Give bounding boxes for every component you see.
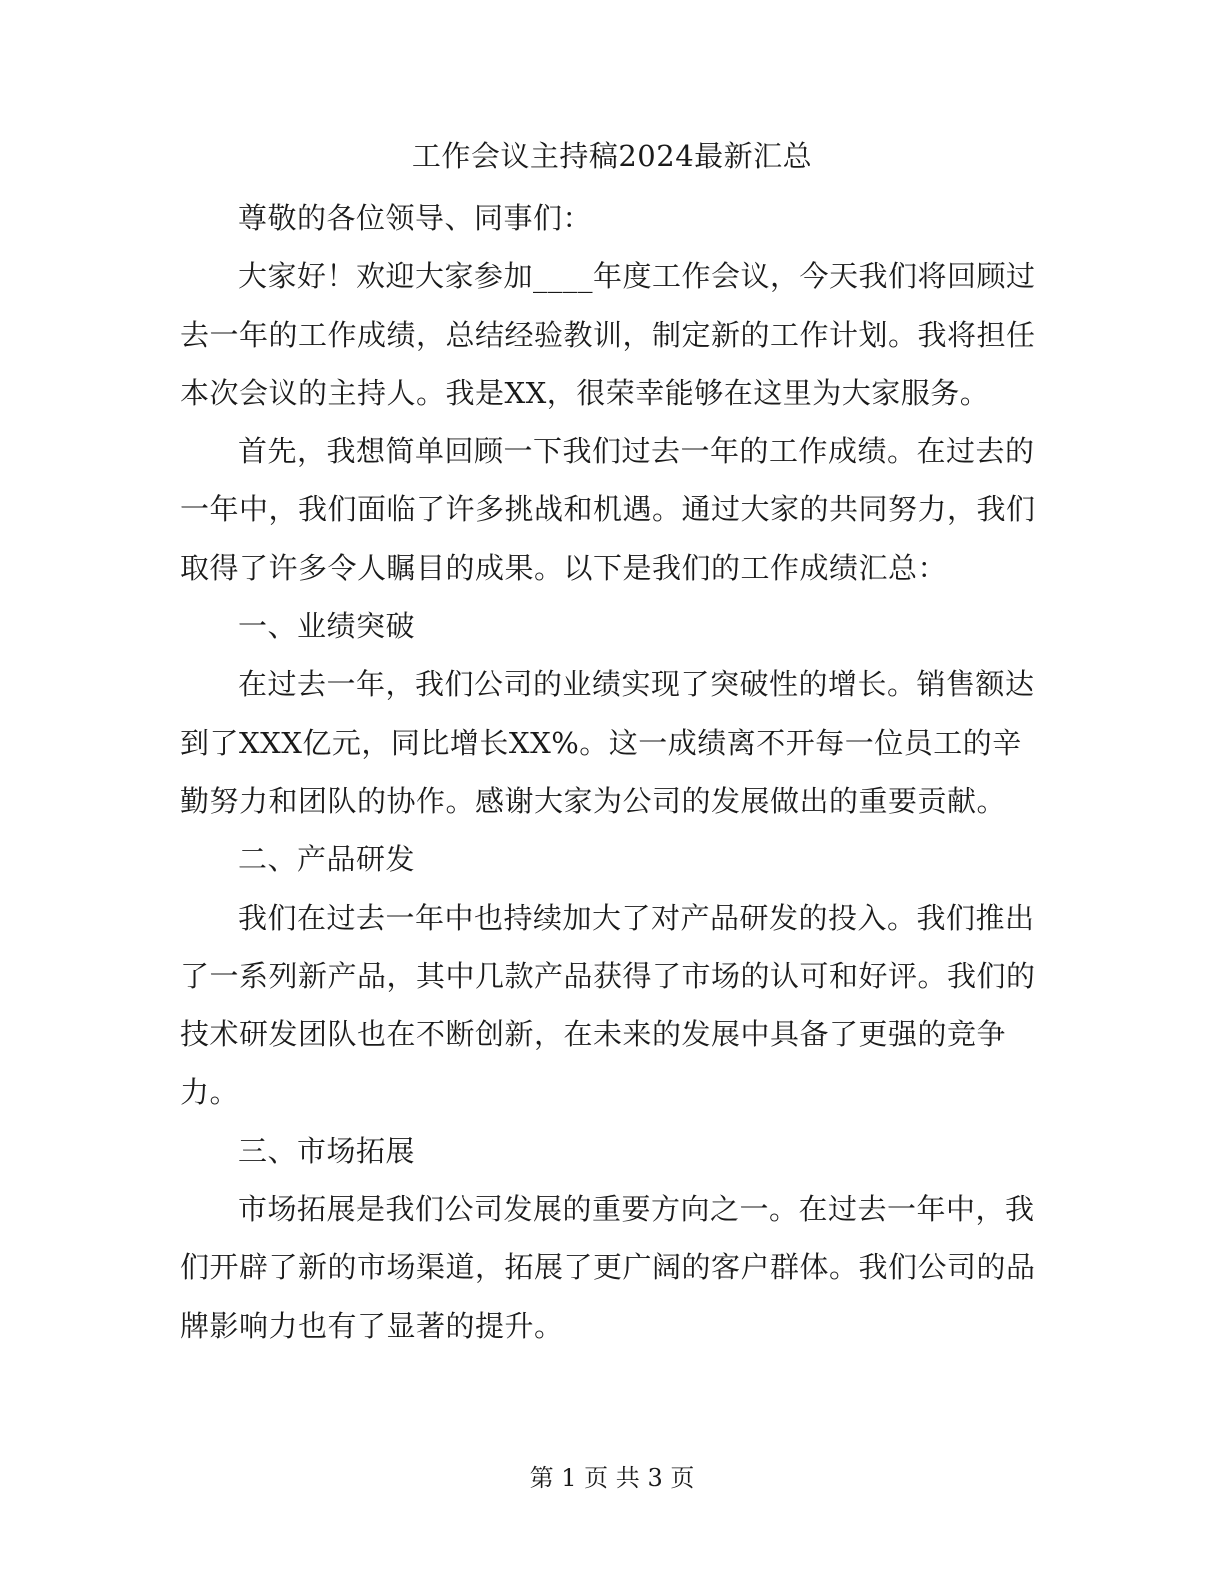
document-body bbox=[180, 189, 1040, 1355]
section-heading-performance: 一、业绩突破 bbox=[238, 609, 416, 644]
section-body-performance: 在过去一年，我们公司的业绩实现了突破性的增长。销售额达到了XXX亿元，同比增长XX%。这一成绩离不开每一位员工的辛勤努力和团队的协作。感谢大家为公司的发展做出的重要贡献。 bbox=[180, 667, 1035, 818]
salutation: 尊敬的各位领导、同事们： bbox=[238, 201, 593, 235]
page-footer: 第 1 页 共 3 页 bbox=[529, 1464, 695, 1492]
document-title: 工作会议主持稿2024最新汇总 bbox=[411, 139, 813, 173]
intro-paragraph: 大家好！欢迎大家参加____年度工作会议，今天我们将回顾过去一年的工作成绩，总结经验教训，制定新的工作计划。我将担任本次会议的主持人。我是XX，很荣幸能够在这里为大家服务。 bbox=[180, 259, 1036, 410]
review-paragraph: 首先，我想简单回顾一下我们过去一年的工作成绩。在过去的一年中，我们面临了许多挑战和机遇。通过大家的共同努力，我们取得了许多令人瞩目的成果。以下是我们的工作成绩汇总： bbox=[180, 434, 1036, 585]
section-body-rnd: 我们在过去一年中也持续加大了对产品研发的投入。我们推出了一系列新产品，其中几款产品获得了市场的认可和好评。我们的技术研发团队也在不断创新，在未来的发展中具备了更强的竞争力。 bbox=[180, 900, 1036, 1110]
section-heading-market: 三、市场拓展 bbox=[238, 1133, 416, 1168]
section-body-market: 市场拓展是我们公司发展的重要方向之一。在过去一年中，我们开辟了新的市场渠道，拓展了更广阔的客户群体。我们公司的品牌影响力也有了显著的提升。 bbox=[180, 1192, 1036, 1343]
section-heading-rnd: 二、产品研发 bbox=[238, 842, 416, 877]
